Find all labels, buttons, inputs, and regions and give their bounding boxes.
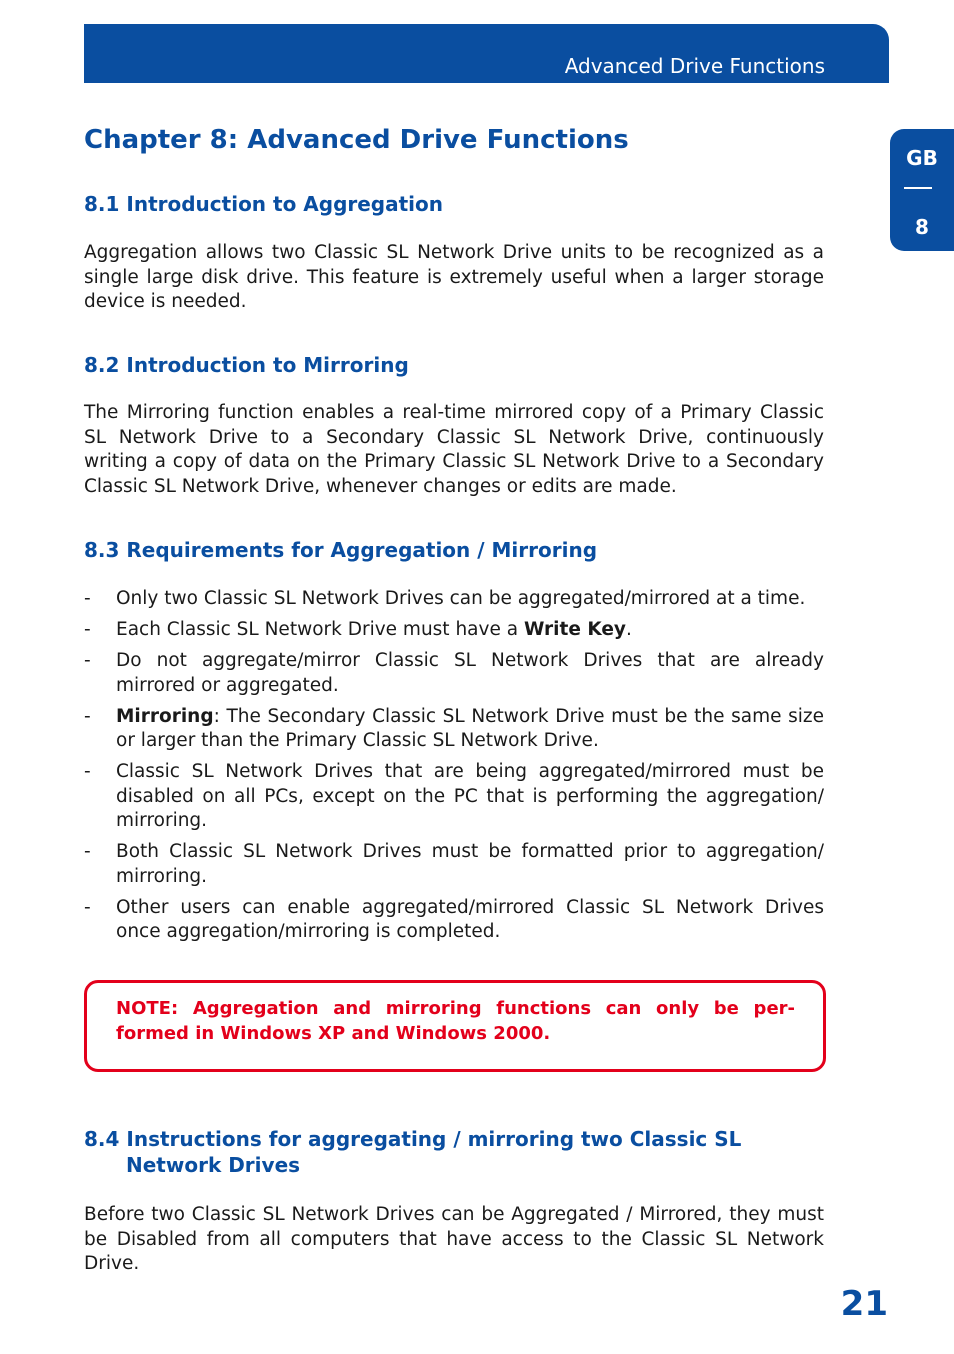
list-item: - Classic SL Network Drives that are being aggregated/mirrored must be disabled on all PCs, except on the PC that is performing the aggregation/ mirroring. xyxy=(84,761,824,831)
bullet-dash: - xyxy=(84,841,91,862)
list-item: - Both Classic SL Network Drives must be formatted prior to aggregation/ mirroring. xyxy=(84,841,824,887)
bullet-dash: - xyxy=(84,896,91,918)
list-item: - Only two Classic SL Network Drives can be aggregated/mirrored at a time. xyxy=(84,587,824,612)
list-item: - Each Classic SL Network Drive must have a Write Key. xyxy=(84,618,824,643)
mirroring-term: Mirroring xyxy=(116,705,214,727)
list-item: - Do not aggregate/mirror Classic SL Network Drives that are already mirrored or aggregated. xyxy=(84,650,824,696)
mirroring-paragraph: The Mirroring function enables a real-time mirrored copy of a Primary Classic SL Network Drive to a Secondary Classic SL Network Drive, continuously writing a copy of data on the Primary Classic SL Network Drive to a Secondary Classic SL Network Drive, whenever changes or edits are made. xyxy=(84,402,824,497)
chapter-title: Chapter 8: Advanced Drive Functions xyxy=(84,125,629,155)
running-title: Advanced Drive Functions xyxy=(564,54,825,78)
aggregation-paragraph: Aggregation allows two Classic SL Network Drive units to be recognized as a single large disk drive. This feature is extremely useful when a larger storage device is needed. xyxy=(84,242,824,312)
bullet-dash: - xyxy=(84,650,91,671)
requirements-list xyxy=(84,587,824,951)
list-item: - Mirroring: The Secondary Classic SL Network Drive must be the same size or larger than the Primary Classic SL Network Drive. xyxy=(84,705,824,751)
section-heading-instructions: 8.4 Instructions for aggregating / mirroring two Classic SL Network Drives xyxy=(84,1127,742,1177)
note-text: NOTE: Aggregation and mirroring functions can only be per- formed in Windows XP and Windows 2000. xyxy=(116,998,795,1044)
note-box xyxy=(84,980,826,1072)
header-bar xyxy=(84,24,889,83)
page-number: 21 xyxy=(840,1284,888,1324)
chapter-number: 8 xyxy=(915,215,929,239)
section-heading-aggregation: 8.1 Introduction to Aggregation xyxy=(84,192,444,216)
language-code: GB xyxy=(906,146,938,170)
chapter-side-tab xyxy=(890,129,954,251)
section-heading-requirements: 8.3 Requirements for Aggregation / Mirroring xyxy=(84,538,598,562)
bullet-dash: - xyxy=(84,705,91,727)
write-key-term: Write Key xyxy=(523,619,626,640)
tab-divider xyxy=(904,187,932,189)
bullet-dash: - xyxy=(84,619,91,640)
bullet-dash: - xyxy=(84,761,91,782)
list-item: - Other users can enable aggregated/mirrored Classic SL Network Drives once aggregation/mirroring is completed. xyxy=(84,896,824,942)
instructions-paragraph: Before two Classic SL Network Drives can be Aggregated / Mirrored, they must be Disabled from all computers that have access to the Classic SL Network Drive. xyxy=(84,1204,824,1274)
section-heading-mirroring: 8.2 Introduction to Mirroring xyxy=(84,353,409,377)
bullet-dash: - xyxy=(84,588,91,609)
